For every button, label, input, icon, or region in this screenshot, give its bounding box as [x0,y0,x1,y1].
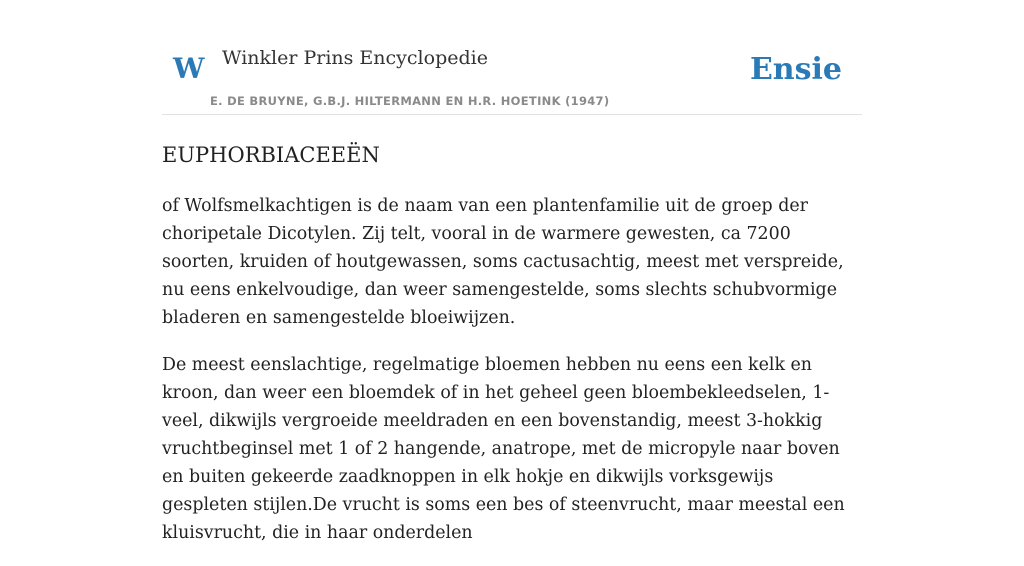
book-authors: E. DE BRUYNE, G.B.J. HILTERMANN EN H.R. HOETINK (1947) [210,94,610,108]
article-body [162,192,862,566]
article-title: EUPHORBIACEEËN [162,143,380,167]
article-paragraph: of Wolfsmelkachtigen is de naam van een plantenfamilie uit de groep der choripetale Dicotylen. Zij telt, vooral in de warmere gewesten, ca 7200 soorten, kruiden of houtgewassen, soms cactusachtig, meest met verspreide, nu eens enkelvoudige, dan weer samengestelde, soms slechts schubvormige bladeren en samengestelde bloeiwijzen. [162,196,844,328]
site-header [162,0,862,115]
ensie-logo[interactable]: Ensie [749,52,842,87]
book-title-link[interactable]: Winkler Prins Encyclopedie [222,47,488,69]
article-paragraph: De meest eenslachtige, regelmatige bloemen hebben nu eens een kelk en kroon, dan weer een bloemdek of in het geheel geen bloembekleedselen, 1- veel, dikwijls vergroeide meeldraden en een bovenstandig, meest 3-hokkig vruchtbeginsel met 1 of 2 hangende, anatrope, met de micropyle naar boven en buiten gekeerde zaadknoppen in elk hokje en dikwijls vorksgewijs gespleten stijlen.De vrucht is soms een bes of steenvrucht, maar meestal een kluisvrucht, die in haar onderdelen [162,355,845,543]
winkler-prins-logo[interactable]: W [173,52,205,85]
article-page [162,0,862,543]
